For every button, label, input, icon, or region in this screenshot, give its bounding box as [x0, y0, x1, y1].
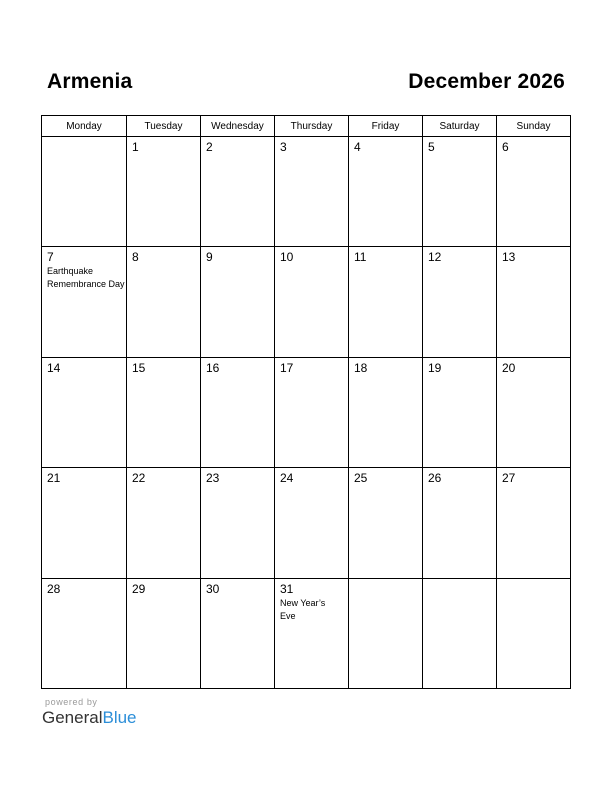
day-cell [497, 137, 571, 247]
day-number [349, 579, 422, 583]
day-number: 4 [354, 140, 361, 154]
day-cell [349, 578, 423, 688]
brand-text-general: General [42, 708, 103, 727]
day-number: 26 [428, 471, 442, 486]
day-number [423, 579, 496, 583]
day-cell [275, 137, 349, 247]
holiday-label: New Year’s Eve [280, 597, 326, 621]
weekday-header-row [42, 116, 571, 137]
day-cell [201, 578, 275, 688]
day-number: 31 [280, 581, 294, 596]
day-number: 15 [132, 360, 146, 375]
day-cell [423, 468, 497, 578]
day-cell [201, 137, 275, 247]
day-cell [275, 468, 349, 578]
week-row [42, 578, 571, 688]
weekday-header-sunday: Sunday [497, 116, 571, 137]
week-row [42, 357, 571, 467]
weekday-header-friday: Friday [349, 116, 423, 137]
day-cell [127, 357, 201, 467]
day-number: 25 [354, 471, 368, 486]
brand-text-blue: Blue [102, 708, 137, 727]
day-number: 2 [206, 140, 213, 154]
day-number: 19 [428, 360, 442, 375]
day-number: 5 [428, 140, 435, 154]
calendar-grid [41, 115, 571, 689]
day-number: 22 [132, 471, 146, 486]
day-number: 7 [47, 250, 54, 265]
day-number [42, 137, 126, 141]
weekday-header-saturday: Saturday [423, 116, 497, 137]
country-title: Armenia [47, 70, 133, 93]
day-cell [423, 578, 497, 688]
week-row [42, 468, 571, 578]
day-cell [42, 578, 127, 688]
day-number: 11 [354, 250, 367, 265]
generalblue-logo[interactable] [42, 708, 137, 728]
day-number: 16 [206, 360, 220, 375]
day-number: 13 [502, 250, 516, 265]
day-number: 27 [502, 471, 516, 486]
week-row [42, 137, 571, 247]
day-cell [349, 468, 423, 578]
weekday-header-thursday: Thursday [275, 116, 349, 137]
day-cell [201, 357, 275, 467]
weekday-header-tuesday: Tuesday [127, 116, 201, 137]
day-cell [201, 247, 275, 357]
day-number: 3 [280, 140, 287, 154]
day-number: 30 [206, 581, 220, 596]
day-cell [127, 137, 201, 247]
day-number: 28 [47, 581, 61, 596]
day-cell [349, 137, 423, 247]
day-number: 12 [428, 250, 442, 265]
day-cell [423, 247, 497, 357]
month-year-title: December 2026 [408, 70, 565, 93]
day-cell [42, 357, 127, 467]
day-cell [201, 468, 275, 578]
day-cell [42, 247, 127, 357]
day-cell [423, 137, 497, 247]
day-cell [42, 137, 127, 247]
weekday-header-wednesday: Wednesday [201, 116, 275, 137]
day-number: 24 [280, 471, 294, 486]
day-number: 14 [47, 360, 61, 375]
day-cell [423, 357, 497, 467]
holiday-label: Earthquake Remembrance Day [47, 266, 125, 290]
day-cell [127, 468, 201, 578]
day-cell [127, 247, 201, 357]
day-cell [497, 578, 571, 688]
day-cell [275, 578, 349, 688]
day-number: 1 [132, 140, 139, 154]
day-number: 18 [354, 360, 368, 375]
day-cell [275, 247, 349, 357]
day-cell [349, 357, 423, 467]
day-number: 8 [132, 250, 139, 265]
day-number: 10 [280, 250, 294, 265]
day-number: 29 [132, 581, 146, 596]
day-cell [349, 247, 423, 357]
powered-by-label: powered by [45, 697, 98, 707]
day-number: 9 [206, 250, 213, 265]
day-number: 17 [280, 360, 294, 375]
day-number: 20 [502, 360, 516, 375]
day-cell [275, 357, 349, 467]
day-number: 23 [206, 471, 220, 486]
day-cell [497, 247, 571, 357]
week-row [42, 247, 571, 357]
day-number: 6 [502, 140, 509, 154]
day-cell [127, 578, 201, 688]
day-cell [497, 468, 571, 578]
day-cell [497, 357, 571, 467]
day-number: 21 [47, 471, 61, 486]
day-cell [42, 468, 127, 578]
day-number [497, 579, 570, 583]
weekday-header-monday: Monday [42, 116, 127, 137]
